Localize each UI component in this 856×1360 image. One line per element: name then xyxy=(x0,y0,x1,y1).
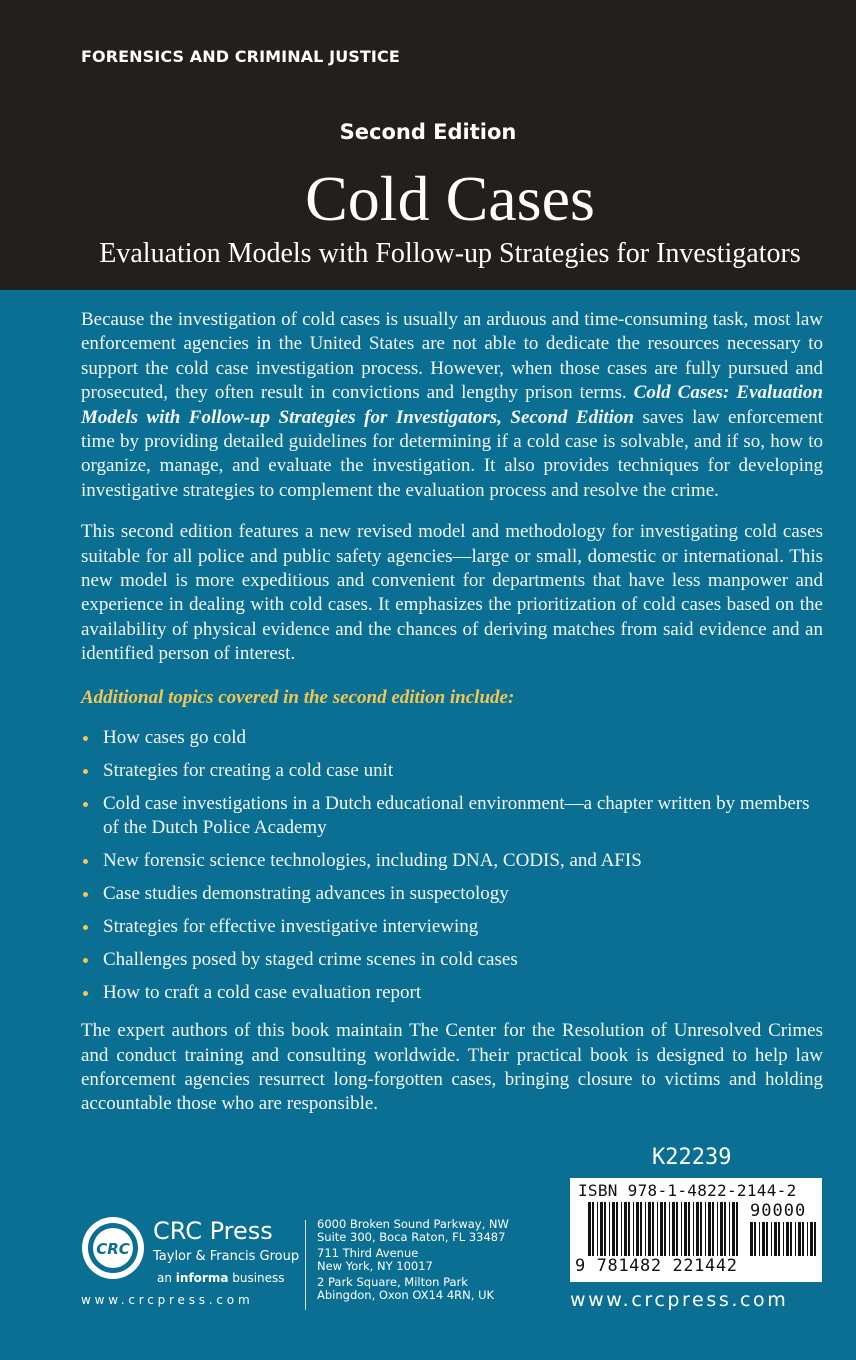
barcode-bar xyxy=(624,1202,627,1256)
barcode-bar xyxy=(676,1202,678,1256)
barcode-bar xyxy=(790,1222,792,1256)
barcode-bar xyxy=(681,1202,682,1256)
series-name: FORENSICS AND CRIMINAL JUSTICE xyxy=(81,47,400,66)
address-line: Suite 300, Boca Raton, FL 33487 xyxy=(317,1230,506,1244)
paragraph-second-edition: This second edition features a new revised model and methodology for investigating cold cases suitable for all police and public safety agencies—large or small, domestic or international. This new model is more expeditious and convenient for departments that have less manpower and experience in dealing with cold cases. It emphasizes the prioritization of cold cases based on the availability of physical evidence and the chances of deriving matches from said evidence and an identified person of interest. xyxy=(81,521,823,665)
tagline-brand: informa xyxy=(175,1271,229,1285)
paragraph-intro-start: Because the investigation of cold cases is usually an arduous and time-consuming task, most law enforcement agencies in the United States are not able to dedicate the resources necessary to support the cold case investigation process. However, when those cases are fully pursued and prosecuted, they often result in convictions and lengthy prison terms. xyxy=(81,309,823,404)
barcode-bar xyxy=(600,1202,603,1256)
price-code: 90000 xyxy=(750,1201,807,1221)
list-item xyxy=(81,759,823,783)
address-line: New York, NY 10017 xyxy=(317,1259,433,1273)
barcode-bar xyxy=(754,1222,756,1256)
barcode-bar xyxy=(778,1222,780,1256)
barcode-bar xyxy=(612,1202,615,1256)
publisher-addresses xyxy=(317,1218,509,1305)
barcode-bar xyxy=(717,1202,718,1256)
topics-heading: Additional topics covered in the second edition include: xyxy=(81,686,515,708)
address-line: Abingdon, Oxon OX14 4RN, UK xyxy=(317,1288,495,1302)
barcode-bar xyxy=(657,1202,658,1256)
barcode-bar xyxy=(798,1222,801,1256)
barcode-bar xyxy=(708,1202,711,1256)
barcode-bar xyxy=(712,1202,714,1256)
topic-text: Case studies demonstrating advances in suspectology xyxy=(103,883,509,905)
barcode-bar xyxy=(729,1202,730,1256)
edition-label: Second Edition xyxy=(339,120,517,144)
inline-book-title: Cold Cases: Evaluation Models with Follow-up Strategies for Investigators, Second Edition xyxy=(81,382,823,428)
barcode-bar xyxy=(660,1202,663,1256)
address-block xyxy=(317,1247,509,1273)
topic-text: New forensic science technologies, including DNA, CODIS, and AFIS xyxy=(103,850,642,872)
address-line: 2 Park Square, Milton Park xyxy=(317,1275,468,1289)
barcode-bar xyxy=(669,1202,670,1256)
list-item xyxy=(81,981,823,1005)
bullet-icon xyxy=(83,892,88,897)
book-title: Cold Cases xyxy=(305,163,595,234)
tagline-prefix: an xyxy=(157,1271,176,1285)
barcode-bar xyxy=(621,1202,622,1256)
barcode-bar xyxy=(640,1202,642,1256)
barcode-bar xyxy=(720,1202,723,1256)
divider xyxy=(305,1220,306,1310)
address-line: 711 Third Avenue xyxy=(317,1246,419,1260)
barcode-bar xyxy=(766,1222,768,1256)
barcode-bar xyxy=(672,1202,675,1256)
barcode-bar xyxy=(774,1222,777,1256)
barcode-bar xyxy=(664,1202,666,1256)
address-block xyxy=(317,1276,509,1302)
bullet-icon xyxy=(83,736,88,741)
bullet-icon xyxy=(83,958,88,963)
barcode-bar xyxy=(807,1222,808,1256)
barcode-bar xyxy=(652,1202,654,1256)
topic-text: Challenges posed by staged crime scenes in cold cases xyxy=(103,949,518,971)
barcode-bar xyxy=(795,1222,796,1256)
website-url[interactable]: www.crcpress.com xyxy=(570,1289,789,1311)
barcode-bar xyxy=(688,1202,690,1256)
barcode-bar xyxy=(736,1202,738,1256)
list-item xyxy=(81,948,823,972)
barcode-bar xyxy=(648,1202,651,1256)
paragraph-authors: The expert authors of this book maintain The Center for the Resolution of Unresolved Crimes and conduct training and consulting worldwide. Their practical book is designed to help law enforcement agencies resurrect long-forgotten cases, bringing closure to victims and holding accountable those who are responsible. xyxy=(81,1020,823,1115)
publisher-tagline xyxy=(157,1271,285,1285)
barcode-bar xyxy=(693,1202,694,1256)
barcode-bar xyxy=(705,1202,706,1256)
barcode-bar xyxy=(724,1202,726,1256)
book-subtitle: Evaluation Models with Follow-up Strategies for Investigators xyxy=(99,238,801,269)
barcode-bar xyxy=(762,1222,765,1256)
barcode-bar xyxy=(597,1202,598,1256)
description xyxy=(81,308,823,1117)
bullet-icon xyxy=(83,991,88,996)
tagline-suffix: business xyxy=(228,1271,285,1285)
topic-text: How to craft a cold case evaluation report xyxy=(103,982,422,1004)
barcode-digits: 9 781482 221442 xyxy=(575,1256,738,1276)
barcode-bar xyxy=(759,1222,760,1256)
list-item xyxy=(81,726,823,750)
barcode-bar xyxy=(609,1202,610,1256)
topic-text: How cases go cold xyxy=(103,727,246,749)
barcode-bar xyxy=(628,1202,630,1256)
barcode-bar xyxy=(696,1202,699,1256)
barcode-bar xyxy=(633,1202,634,1256)
barcode-bar xyxy=(786,1222,789,1256)
crc-logo-text: CRC xyxy=(96,1240,130,1258)
barcode-bar xyxy=(802,1222,804,1256)
barcode-bar xyxy=(810,1222,813,1256)
bullet-icon xyxy=(83,859,88,864)
barcode-bar xyxy=(684,1202,687,1256)
publisher-name: CRC Press xyxy=(153,1217,273,1245)
publisher-group: Taylor & Francis Group xyxy=(153,1249,300,1264)
barcode-bar xyxy=(636,1202,639,1256)
isbn-label: ISBN 978-1-4822-2144-2 xyxy=(578,1181,797,1200)
topic-text: Strategies for effective investigative interviewing xyxy=(103,916,479,938)
barcode-bar xyxy=(616,1202,618,1256)
barcode-bar xyxy=(645,1202,646,1256)
bullet-icon xyxy=(83,802,88,807)
list-item xyxy=(81,882,823,906)
barcode xyxy=(570,1178,822,1282)
barcode-bar xyxy=(604,1202,606,1256)
bullet-icon xyxy=(83,925,88,930)
list-item xyxy=(81,849,823,873)
paragraph-intro-end: saves law enforcement time by providing detailed guidelines for determining if a cold case is solvable, and if so, how to organize, manage, and evaluate the investigation. It also provides techniques for developing investigative strategies to complement the evaluation process and resolve the crime. xyxy=(81,406,823,501)
topics-list xyxy=(81,726,823,1005)
barcode-bar xyxy=(750,1222,753,1256)
list-item xyxy=(81,915,823,939)
barcode-bar xyxy=(700,1202,702,1256)
list-item xyxy=(81,792,823,840)
crc-logo-icon xyxy=(80,1215,146,1285)
topic-text: Cold case investigations in a Dutch educational environment—a chapter written by members of the Dutch Police Academy xyxy=(103,793,810,839)
barcode-bar xyxy=(771,1222,772,1256)
barcode-bar xyxy=(592,1202,594,1256)
bullet-icon xyxy=(83,769,88,774)
address-line: 6000 Broken Sound Parkway, NW xyxy=(317,1217,509,1231)
paragraph-intro xyxy=(81,308,823,503)
product-code: K22239 xyxy=(652,1145,732,1170)
topic-text: Strategies for creating a cold case unit xyxy=(103,760,394,782)
header-band xyxy=(0,0,856,290)
barcode-bar xyxy=(588,1202,591,1256)
barcode-bar xyxy=(814,1222,816,1256)
address-block xyxy=(317,1218,509,1244)
barcode-bar xyxy=(732,1202,735,1256)
barcode-bar xyxy=(783,1222,784,1256)
publisher-url[interactable]: www.crcpress.com xyxy=(81,1293,254,1307)
